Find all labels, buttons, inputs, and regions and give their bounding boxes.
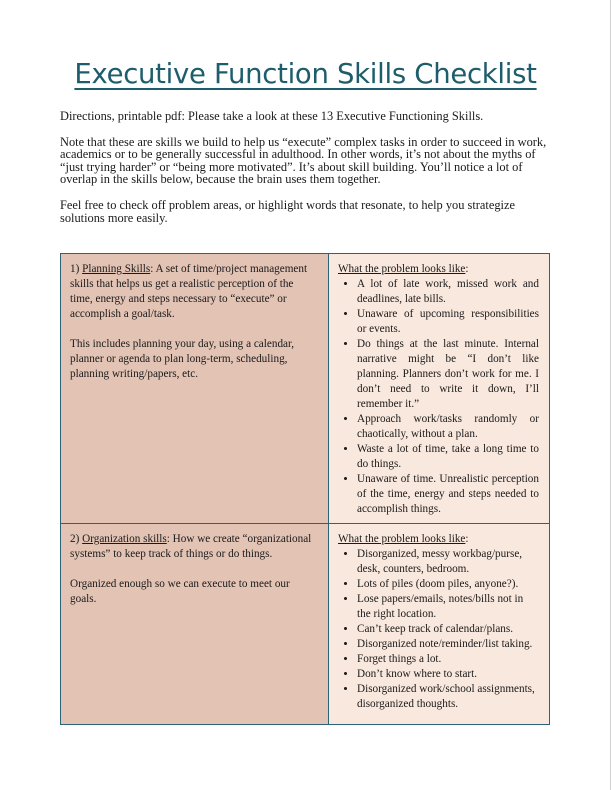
skill-name: Organization skills xyxy=(82,533,167,545)
list-item: • Do things at the last minute. Internal narrative might be “I don’t like planning. Planners don’t work for me. I don’t need to write it down, I’ll remember it.” xyxy=(357,337,539,412)
list-item: • Approach work/tasks randomly or chaotically, without a plan. xyxy=(357,412,539,442)
skill-row-planning xyxy=(61,254,550,524)
skill-description: : A set of time/project management skills that helps us get a realistic perception of the time, energy and steps necessary to “execute” or accomplish a goal/task. xyxy=(70,263,308,320)
skill-description: : How we create “organizational systems” to keep track of things or do things. xyxy=(70,533,312,560)
skill-name: Planning Skills xyxy=(82,263,151,275)
feel-free-text: Feel free to check off problem areas, or highlight words that resonate, to help you strategize solutions more easily. xyxy=(60,197,515,225)
list-item: • Forget things a lot. xyxy=(357,652,539,667)
skill-extra: This includes planning your day, using a calendar, planner or agenda to plan long-term, scheduling, planning writing/papers, etc. xyxy=(70,338,295,380)
list-item: • Unaware of upcoming responsibilities or events. xyxy=(357,307,539,337)
list-item: • Don’t know where to start. xyxy=(357,667,539,682)
list-item: • Disorganized, messy workbag/purse, desk, counters, bedroom. xyxy=(357,547,539,577)
list-item: • A lot of late work, missed work and deadlines, late bills. xyxy=(357,277,539,307)
skill-definition xyxy=(70,532,314,562)
list-item: • Can’t keep track of calendar/plans. xyxy=(357,622,539,637)
skills-table xyxy=(60,253,550,725)
skill-row-organization xyxy=(61,524,550,725)
list-item: • Waste a lot of time, take a long time to do things. xyxy=(357,442,539,472)
list-item: • Disorganized note/reminder/list taking. xyxy=(357,637,539,652)
list-item: • Lose papers/emails, notes/bills not in the right location. xyxy=(357,592,539,622)
skill-extra: Organized enough so we can execute to meet our goals. xyxy=(70,578,290,605)
problem-list xyxy=(338,277,539,517)
list-item: • Lots of piles (doom piles, anyone?). xyxy=(357,577,539,592)
skill-definition xyxy=(70,262,314,322)
problem-cell xyxy=(329,254,550,524)
list-item: • Disorganized work/school assignments, disorganized thoughts. xyxy=(357,682,539,712)
problem-cell xyxy=(329,524,550,725)
list-item: • Unaware of time. Unrealistic perception of the time, energy and steps needed to accomplish things. xyxy=(357,472,539,517)
intro-section xyxy=(60,110,552,237)
skill-description-cell xyxy=(61,524,329,725)
problem-heading: What the problem looks like: xyxy=(338,263,469,275)
directions-text: Directions, printable pdf: Please take a look at these 13 Executive Functioning Skills. xyxy=(60,109,484,123)
page-title: Executive Function Skills Checklist xyxy=(74,58,537,90)
skill-number: 1) xyxy=(70,263,83,275)
problem-list xyxy=(338,547,539,712)
skill-number: 2) xyxy=(70,533,83,545)
problem-heading: What the problem looks like: xyxy=(338,533,469,545)
note-text: Note that these are skills we build to help us “execute” complex tasks in order to succeed in work, academics or to be generally successful in adulthood. In other words, it’s not about the myths of “just trying harder” or “being more motivated”. It’s about skill building. You’ll notice a lot of overlap in the skills below, because the brain uses them together. xyxy=(60,134,547,187)
skill-description-cell xyxy=(61,254,329,524)
